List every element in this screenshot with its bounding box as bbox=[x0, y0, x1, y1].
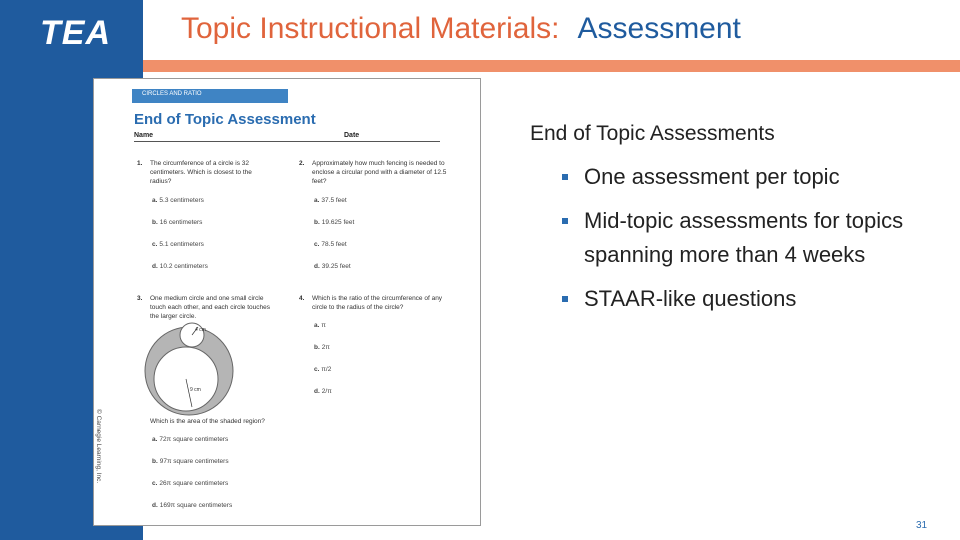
q2-option-b: b. 19.625 feet bbox=[314, 219, 355, 226]
q4-text: Which is the ratio of the circumference of any circle to the radius of the circle? bbox=[312, 295, 443, 311]
q2-text: Approximately how much fencing is needed to enclose a circular pond with a diameter of 12.5 feet? bbox=[312, 160, 447, 185]
doc-copyright: © Carnegie Learning, Inc. bbox=[95, 409, 102, 484]
question-4 bbox=[299, 294, 452, 312]
bullet-marker-icon bbox=[562, 296, 568, 302]
tea-logo: TEA bbox=[40, 14, 111, 52]
slide-title-assessment: Assessment bbox=[577, 12, 741, 45]
q1-option-b: b. 16 centimeters bbox=[152, 219, 203, 226]
q3-option-a: a. 72π square centimeters bbox=[152, 436, 229, 443]
bullet-marker-icon bbox=[562, 174, 568, 180]
q2-option-c: c. 78.5 feet bbox=[314, 241, 347, 248]
q4-option-c: c. π/2 bbox=[314, 366, 332, 373]
q4-option-d: d. 2/π bbox=[314, 388, 332, 395]
q2-option-a: a. 37.5 feet bbox=[314, 197, 347, 204]
q3-number: 3. bbox=[137, 295, 143, 302]
bullet-text: One assessment per topic bbox=[584, 164, 840, 189]
bullet-item bbox=[562, 282, 922, 316]
q3-text: One medium circle and one small circle touch each other, and each circle touches the larger circle. bbox=[150, 295, 270, 320]
q1-number: 1. bbox=[137, 160, 143, 167]
q2-number: 2. bbox=[299, 160, 305, 167]
q4-option-a: a. π bbox=[314, 322, 326, 329]
bullet-item bbox=[562, 160, 922, 194]
bullet-text: Mid-topic assessments for topics spanning more than 4 weeks bbox=[584, 208, 904, 267]
q2-options bbox=[314, 197, 354, 285]
question-3 bbox=[137, 294, 270, 321]
question-2 bbox=[299, 159, 452, 186]
assessment-document-image bbox=[93, 78, 481, 526]
q3-option-d: d. 169π square centimeters bbox=[152, 502, 233, 509]
q4-options bbox=[314, 322, 332, 410]
doc-section-band bbox=[132, 89, 288, 103]
slide-title bbox=[181, 12, 741, 46]
small-radius-label: 4 cm bbox=[195, 327, 206, 333]
q3-sub-question: Which is the area of the shaded region? bbox=[150, 418, 265, 425]
q4-number: 4. bbox=[299, 295, 305, 302]
q3-option-b: b. 97π square centimeters bbox=[152, 458, 229, 465]
doc-date-label: Date bbox=[344, 132, 360, 139]
bullet-list bbox=[562, 160, 922, 326]
q1-text: The circumference of a circle is 32 centimeters. Which is closest to the radius? bbox=[150, 160, 252, 185]
q3-options bbox=[152, 436, 232, 524]
doc-section-label: CIRCLES AND RATIO bbox=[142, 91, 202, 97]
content-heading: End of Topic Assessments bbox=[530, 122, 775, 145]
doc-divider bbox=[134, 141, 440, 142]
q1-option-c: c. 5.1 centimeters bbox=[152, 241, 204, 248]
q1-option-a: a. 5.3 centimeters bbox=[152, 197, 204, 204]
q4-option-b: b. 2π bbox=[314, 344, 330, 351]
question-1 bbox=[137, 159, 260, 186]
bullet-text: STAAR-like questions bbox=[584, 286, 797, 311]
q3-option-c: c. 26π square centimeters bbox=[152, 480, 229, 487]
accent-bar bbox=[143, 60, 960, 72]
doc-title: End of Topic Assessment bbox=[134, 111, 316, 128]
q1-option-d: d. 10.2 centimeters bbox=[152, 263, 208, 270]
page-number: 31 bbox=[916, 520, 928, 531]
doc-name-label: Name bbox=[134, 132, 154, 139]
q1-options bbox=[152, 197, 208, 285]
bullet-item bbox=[562, 204, 922, 272]
medium-radius-label: 9 cm bbox=[190, 387, 201, 393]
circles-diagram bbox=[144, 319, 254, 419]
slide-title-topic: Topic Instructional Materials: bbox=[181, 12, 560, 45]
q2-option-d: d. 39.25 feet bbox=[314, 263, 351, 270]
bullet-marker-icon bbox=[562, 218, 568, 224]
